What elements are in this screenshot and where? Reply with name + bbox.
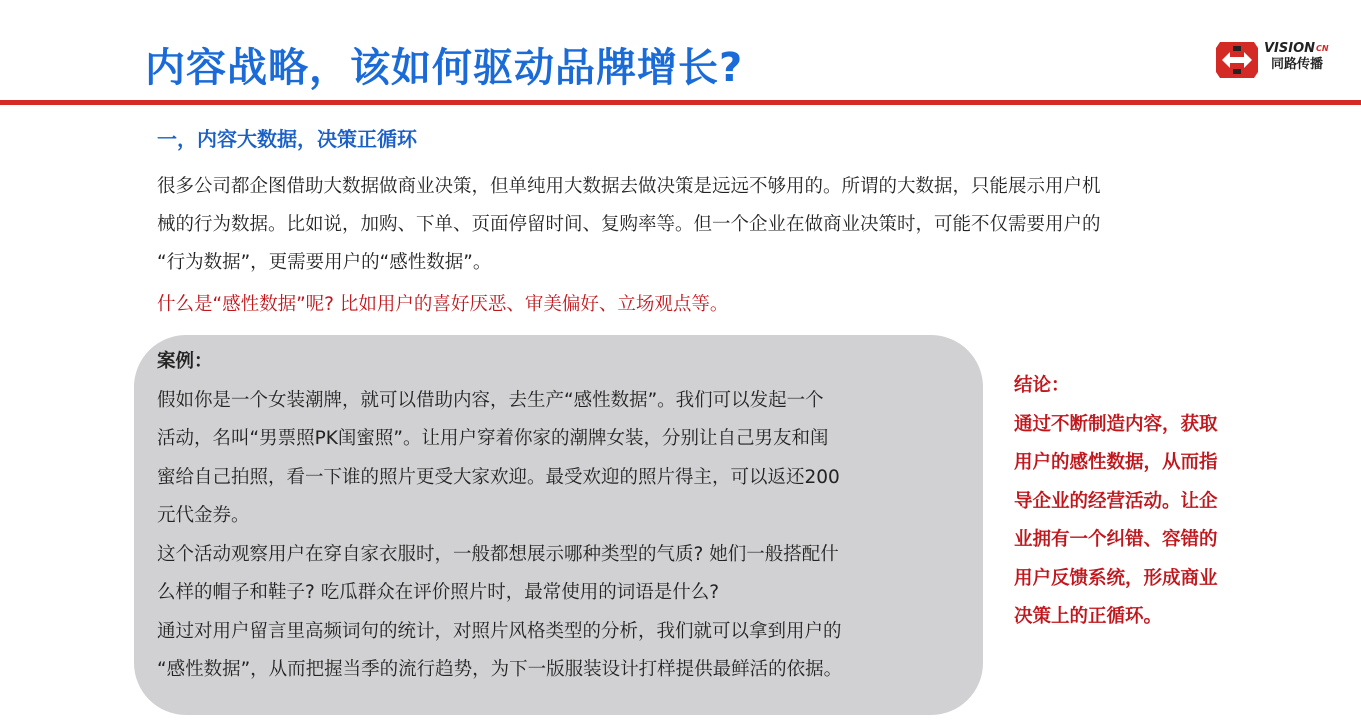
logo-text-en: [1264, 41, 1329, 57]
case-line: 假如你是一个女装潮牌，就可以借助内容，去生产“感性数据”。我们可以发起一个: [157, 389, 824, 411]
intro-line: 械的行为数据。比如说，加购、下单、页面停留时间、复购率等。但一个企业在做商业决策时，可能不仅需要用户的: [157, 214, 1101, 235]
case-line: 么样的帽子和鞋子? 吃瓜群众在评价照片时，最常使用的词语是什么?: [157, 582, 720, 603]
case-line: 元代金券。: [157, 505, 250, 526]
intro-line: “行为数据”，更需要用户的“感性数据”。: [157, 252, 492, 273]
intro-line: 很多公司都企图借助大数据做商业决策，但单纯用大数据去做决策是远远不够用的。所谓的大数据，只能展示用户机: [157, 176, 1101, 197]
brand-logo: [1214, 38, 1354, 82]
conclusion-block: [1014, 367, 1264, 637]
case-label: 案例：: [157, 351, 213, 372]
page-title: 内容战略，该如何驱动品牌增长?: [145, 45, 744, 91]
conclusion-line: 业拥有一个纠错、容错的: [1014, 529, 1218, 550]
logo-name-sup: CN: [1316, 44, 1329, 53]
case-line: 活动，名叫“男票照PK闺蜜照”。让用户穿着你家的潮牌女装，分别让自己男友和闺: [157, 428, 829, 449]
logo-name-zh: 同路传播: [1271, 57, 1324, 72]
case-content: [157, 343, 967, 690]
section-heading: 一，内容大数据，决策正循环: [157, 127, 417, 151]
conclusion-line: 用户反馈系统，形成商业: [1014, 567, 1218, 589]
case-line: 蜜给自己拍照，看一下谁的照片更受大家欢迎。最受欢迎的照片得主，可以返还200: [157, 466, 840, 488]
intro-paragraph: [157, 168, 1252, 282]
case-line: 这个活动观察用户在穿自家衣服时，一般都想展示哪种类型的气质? 她们一般搭配什: [157, 543, 839, 565]
conclusion-line: 通过不断制造内容，获取: [1014, 413, 1218, 435]
title-divider: [0, 100, 1361, 105]
conclusion-line: 决策上的正循环。: [1014, 606, 1163, 627]
conclusion-label: 结论：: [1014, 375, 1070, 396]
case-line: “感性数据”，从而把握当季的流行趋势，为下一版服装设计打样提供最鲜活的依据。: [157, 659, 843, 680]
conclusion-line: 用户的感性数据，从而指: [1014, 452, 1218, 473]
emotional-data-question: 什么是“感性数据”呢? 比如用户的喜好厌恶、审美偏好、立场观点等。: [157, 294, 729, 315]
case-line: 通过对用户留言里高频词句的统计，对照片风格类型的分析，我们就可以拿到用户的: [157, 620, 842, 642]
logo-name-en: VISION: [1264, 41, 1316, 56]
vision-logo-icon: [1214, 38, 1260, 82]
conclusion-line: 导企业的经营活动。让企: [1014, 490, 1218, 512]
